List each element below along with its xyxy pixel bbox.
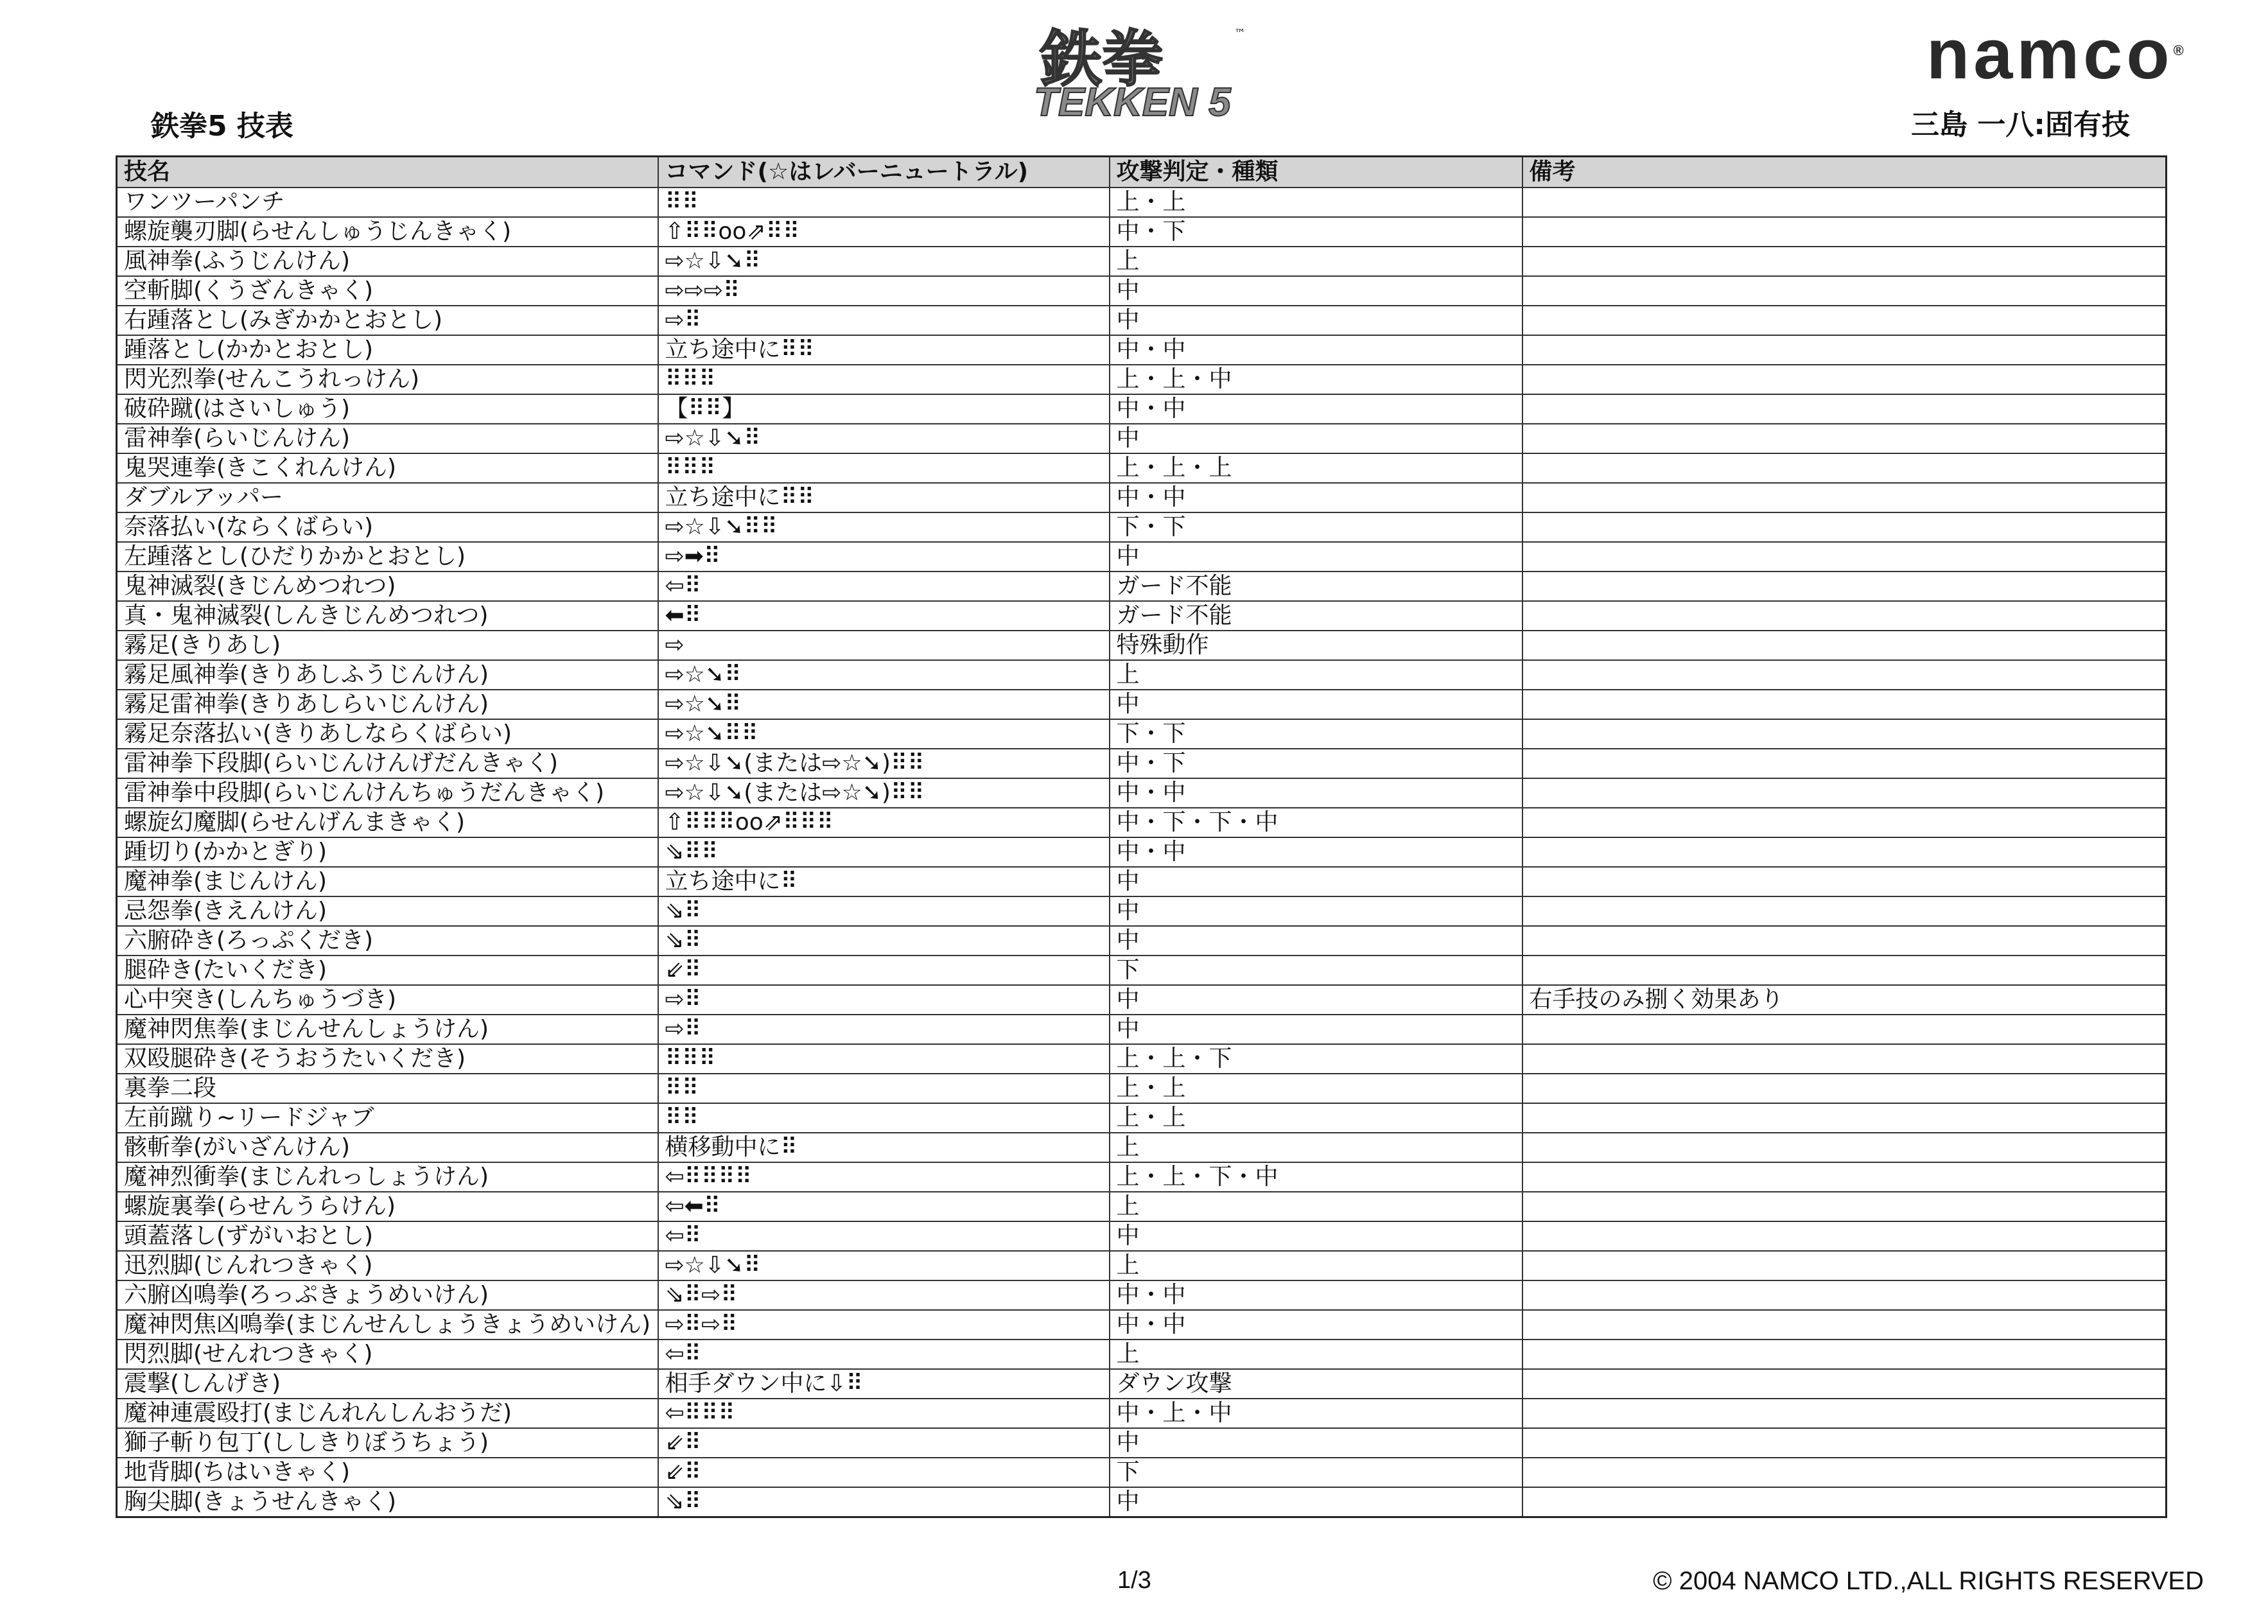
table-row xyxy=(117,542,2167,572)
move-name-cell: 六腑砕き(ろっぷくだき) xyxy=(117,926,658,956)
hit-type-cell: 特殊動作 xyxy=(1110,631,1522,660)
table-row xyxy=(117,719,2167,749)
table-row xyxy=(117,690,2167,719)
table-row xyxy=(117,926,2167,956)
table-row xyxy=(117,1280,2167,1310)
note-cell xyxy=(1522,926,2167,956)
move-name-cell: 螺旋裏拳(らせんうらけん) xyxy=(117,1192,658,1221)
move-name-cell: 風神拳(ふうじんけん) xyxy=(117,247,658,276)
move-list-table xyxy=(116,155,2167,1518)
hit-type-cell: 中 xyxy=(1110,985,1522,1015)
note-cell xyxy=(1522,896,2167,926)
command-cell: ⇙⠿ xyxy=(658,1458,1110,1487)
hit-type-cell: 中 xyxy=(1110,926,1522,956)
note-cell xyxy=(1522,660,2167,690)
table-row xyxy=(117,335,2167,365)
move-name-cell: 腿砕き(たいくだき) xyxy=(117,956,658,985)
hit-type-cell: 上・上・上 xyxy=(1110,453,1522,483)
namco-logo xyxy=(1926,15,2241,94)
hit-type-cell: 中 xyxy=(1110,1487,1522,1517)
table-row xyxy=(117,247,2167,276)
move-name-cell: 奈落払い(ならくばらい) xyxy=(117,512,658,542)
hit-type-cell: 中 xyxy=(1110,896,1522,926)
table-row xyxy=(117,896,2167,926)
note-cell xyxy=(1522,1103,2167,1133)
note-cell xyxy=(1522,1251,2167,1280)
table-row xyxy=(117,1015,2167,1044)
command-cell: ⇘⠿ xyxy=(658,1487,1110,1517)
tekken-logo-kanji: 鉄拳 xyxy=(1040,22,1164,95)
move-name-cell: 左踵落とし(ひだりかかとおとし) xyxy=(117,542,658,572)
command-cell: ⇨☆⇩➘⠿ xyxy=(658,424,1110,453)
copyright-notice: © 2004 NAMCO LTD.,ALL RIGHTS RESERVED xyxy=(1653,1567,2204,1595)
table-row xyxy=(117,867,2167,896)
table-row xyxy=(117,1399,2167,1428)
column-header-command: コマンド(☆はレバーニュートラル) xyxy=(658,157,1110,188)
command-cell: ⇙⠿ xyxy=(658,956,1110,985)
move-name-cell: 霧足風神拳(きりあしふうじんけん) xyxy=(117,660,658,690)
hit-type-cell: 中 xyxy=(1110,542,1522,572)
hit-type-cell: 上 xyxy=(1110,660,1522,690)
note-cell xyxy=(1522,631,2167,660)
note-cell xyxy=(1522,1044,2167,1074)
table-row xyxy=(117,188,2167,217)
move-name-cell: 閃烈脚(せんれつきゃく) xyxy=(117,1340,658,1369)
table-row xyxy=(117,601,2167,631)
move-name-cell: 右踵落とし(みぎかかとおとし) xyxy=(117,306,658,335)
move-name-cell: 震撃(しんげき) xyxy=(117,1369,658,1399)
hit-type-cell: 下 xyxy=(1110,1458,1522,1487)
move-name-cell: 魔神連震殴打(まじんれんしんおうだ) xyxy=(117,1399,658,1428)
table-row xyxy=(117,483,2167,512)
hit-type-cell: 中・中 xyxy=(1110,483,1522,512)
table-row xyxy=(117,1340,2167,1369)
note-cell xyxy=(1522,1221,2167,1251)
hit-type-cell: 中・上・中 xyxy=(1110,1399,1522,1428)
hit-type-cell: 中 xyxy=(1110,867,1522,896)
note-cell xyxy=(1522,778,2167,808)
table-row xyxy=(117,365,2167,394)
command-cell: ⇨⠿ xyxy=(658,985,1110,1015)
note-cell xyxy=(1522,542,2167,572)
table-row xyxy=(117,1074,2167,1103)
command-cell: 横移動中に⠿ xyxy=(658,1133,1110,1162)
table-row xyxy=(117,956,2167,985)
hit-type-cell: 上・上 xyxy=(1110,188,1522,217)
table-row xyxy=(117,276,2167,306)
table-row xyxy=(117,631,2167,660)
hit-type-cell: 上 xyxy=(1110,1133,1522,1162)
command-cell: ⠿⠿ xyxy=(658,188,1110,217)
command-cell: ⇘⠿⇨⠿ xyxy=(658,1280,1110,1310)
command-cell: ⇧⠿⠿oo⇗⠿⠿ xyxy=(658,217,1110,247)
note-cell xyxy=(1522,1015,2167,1044)
hit-type-cell: 中 xyxy=(1110,1221,1522,1251)
move-name-cell: 心中突き(しんちゅうづき) xyxy=(117,985,658,1015)
command-cell: ⇨☆⇩➘⠿ xyxy=(658,1251,1110,1280)
table-row xyxy=(117,1251,2167,1280)
table-row xyxy=(117,306,2167,335)
command-cell: ⇨☆➘⠿⠿ xyxy=(658,719,1110,749)
column-header-notes: 備考 xyxy=(1522,157,2167,188)
command-cell: ⇧⠿⠿⠿oo⇗⠿⠿⠿ xyxy=(658,808,1110,837)
note-cell xyxy=(1522,1340,2167,1369)
note-cell xyxy=(1522,276,2167,306)
hit-type-cell: 上・上 xyxy=(1110,1103,1522,1133)
move-name-cell: 獅子斬り包丁(ししきりぼうちょう) xyxy=(117,1428,658,1458)
table-row xyxy=(117,837,2167,867)
note-cell xyxy=(1522,1074,2167,1103)
move-name-cell: 頭蓋落し(ずがいおとし) xyxy=(117,1221,658,1251)
table-row xyxy=(117,1369,2167,1399)
move-name-cell: 踵落とし(かかとおとし) xyxy=(117,335,658,365)
move-name-cell: 鬼哭連拳(きこくれんけん) xyxy=(117,453,658,483)
table-row xyxy=(117,1458,2167,1487)
note-cell xyxy=(1522,306,2167,335)
command-cell: ⇨☆➘⠿ xyxy=(658,690,1110,719)
note-cell xyxy=(1522,512,2167,542)
table-row xyxy=(117,749,2167,778)
move-name-cell: 雷神拳(らいじんけん) xyxy=(117,424,658,453)
command-cell: 立ち途中に⠿⠿ xyxy=(658,335,1110,365)
note-cell xyxy=(1522,1458,2167,1487)
hit-type-cell: 上・上・中 xyxy=(1110,365,1522,394)
hit-type-cell: 中・中 xyxy=(1110,1280,1522,1310)
command-cell: ⇨☆⇩➘(または⇨☆➘)⠿⠿ xyxy=(658,749,1110,778)
table-row xyxy=(117,808,2167,837)
note-cell xyxy=(1522,335,2167,365)
command-cell: 立ち途中に⠿⠿ xyxy=(658,483,1110,512)
move-name-cell: 左前蹴り~リードジャブ xyxy=(117,1103,658,1133)
column-header-move-name: 技名 xyxy=(117,157,658,188)
command-cell: ⇨⠿ xyxy=(658,1015,1110,1044)
move-name-cell: 裏拳二段 xyxy=(117,1074,658,1103)
note-cell xyxy=(1522,956,2167,985)
note-cell xyxy=(1522,453,2167,483)
note-cell xyxy=(1522,1133,2167,1162)
hit-type-cell: 中・中 xyxy=(1110,837,1522,867)
note-cell xyxy=(1522,1428,2167,1458)
hit-type-cell: 中 xyxy=(1110,690,1522,719)
table-row xyxy=(117,1162,2167,1192)
command-cell: ⇙⠿ xyxy=(658,1428,1110,1458)
move-name-cell: 霧足(きりあし) xyxy=(117,631,658,660)
hit-type-cell: 上・上 xyxy=(1110,1074,1522,1103)
hit-type-cell: ダウン攻撃 xyxy=(1110,1369,1522,1399)
command-cell: ⠿⠿ xyxy=(658,1074,1110,1103)
column-header-hit-type: 攻撃判定・種類 xyxy=(1110,157,1522,188)
hit-type-cell: 上 xyxy=(1110,1251,1522,1280)
note-cell xyxy=(1522,217,2167,247)
command-cell: ⇨☆⇩➘⠿⠿ xyxy=(658,512,1110,542)
table-row xyxy=(117,778,2167,808)
command-cell: ⠿⠿⠿ xyxy=(658,453,1110,483)
move-name-cell: 忌怨拳(きえんけん) xyxy=(117,896,658,926)
move-name-cell: 踵切り(かかとぎり) xyxy=(117,837,658,867)
hit-type-cell: ガード不能 xyxy=(1110,601,1522,631)
command-cell: ⇨⠿ xyxy=(658,306,1110,335)
note-cell: 右手技のみ捌く効果あり xyxy=(1522,985,2167,1015)
table-row xyxy=(117,394,2167,424)
command-cell: ⠿⠿⠿ xyxy=(658,365,1110,394)
table-row xyxy=(117,985,2167,1015)
move-name-cell: 地背脚(ちはいきゃく) xyxy=(117,1458,658,1487)
table-row xyxy=(117,424,2167,453)
hit-type-cell: 中・下・下・中 xyxy=(1110,808,1522,837)
table-row xyxy=(117,1192,2167,1221)
hit-type-cell: 中 xyxy=(1110,424,1522,453)
move-name-cell: 螺旋幻魔脚(らせんげんまきゃく) xyxy=(117,808,658,837)
command-cell: ⇨⠿⇨⠿ xyxy=(658,1310,1110,1340)
character-title: 三島 一八:固有技 xyxy=(1911,109,2130,141)
namco-logo-text: namco xyxy=(1926,15,2174,94)
command-cell: ⇨☆➘⠿ xyxy=(658,660,1110,690)
table-row xyxy=(117,1103,2167,1133)
command-cell: ⇦⬅⠿ xyxy=(658,1192,1110,1221)
table-row xyxy=(117,660,2167,690)
note-cell xyxy=(1522,1280,2167,1310)
hit-type-cell: 中・中 xyxy=(1110,394,1522,424)
command-cell: 【⠿⠿】 xyxy=(658,394,1110,424)
hit-type-cell: ガード不能 xyxy=(1110,572,1522,601)
command-cell: ⇦⠿ xyxy=(658,1340,1110,1369)
trademark-mark: ™ xyxy=(1234,27,1246,40)
table-row xyxy=(117,1044,2167,1074)
move-name-cell: 双殴腿砕き(そうおうたいくだき) xyxy=(117,1044,658,1074)
hit-type-cell: 中 xyxy=(1110,306,1522,335)
move-name-cell: 螺旋襲刃脚(らせんしゅうじんきゃく) xyxy=(117,217,658,247)
table-row xyxy=(117,1221,2167,1251)
move-name-cell: 六腑凶鳴拳(ろっぷきょうめいけん) xyxy=(117,1280,658,1310)
table-row xyxy=(117,512,2167,542)
command-cell: ⇨☆⇩➘(または⇨☆➘)⠿⠿ xyxy=(658,778,1110,808)
document-title: 鉄拳5 技表 xyxy=(151,110,293,143)
move-name-cell: 魔神閃焦拳(まじんせんしょうけん) xyxy=(117,1015,658,1044)
table-row xyxy=(117,217,2167,247)
note-cell xyxy=(1522,1162,2167,1192)
command-cell: ⇨ xyxy=(658,631,1110,660)
hit-type-cell: 中・下 xyxy=(1110,217,1522,247)
move-name-cell: 骸斬拳(がいざんけん) xyxy=(117,1133,658,1162)
hit-type-cell: 下・下 xyxy=(1110,719,1522,749)
command-cell: 相手ダウン中に⇩⠿ xyxy=(658,1369,1110,1399)
move-name-cell: 破砕蹴(はさいしゅう) xyxy=(117,394,658,424)
command-cell: ⇘⠿⠿ xyxy=(658,837,1110,867)
table-row xyxy=(117,1310,2167,1340)
command-cell: ⇦⠿ xyxy=(658,572,1110,601)
move-name-cell: 迅烈脚(じんれつきゃく) xyxy=(117,1251,658,1280)
note-cell xyxy=(1522,1399,2167,1428)
note-cell xyxy=(1522,867,2167,896)
move-name-cell: 閃光烈拳(せんこうれっけん) xyxy=(117,365,658,394)
hit-type-cell: 上 xyxy=(1110,1340,1522,1369)
note-cell xyxy=(1522,1487,2167,1517)
hit-type-cell: 上・上・下・中 xyxy=(1110,1162,1522,1192)
tekken5-logo xyxy=(1008,19,1278,128)
move-name-cell: 胸尖脚(きょうせんきゃく) xyxy=(117,1487,658,1517)
note-cell xyxy=(1522,690,2167,719)
hit-type-cell: 中・中 xyxy=(1110,335,1522,365)
note-cell xyxy=(1522,719,2167,749)
move-name-cell: 魔神拳(まじんけん) xyxy=(117,867,658,896)
note-cell xyxy=(1522,837,2167,867)
move-name-cell: ダブルアッパー xyxy=(117,483,658,512)
table-row xyxy=(117,1487,2167,1517)
note-cell xyxy=(1522,483,2167,512)
page-number: 1/3 xyxy=(1117,1567,1151,1594)
move-name-cell: 霧足奈落払い(きりあしならくばらい) xyxy=(117,719,658,749)
move-name-cell: 霧足雷神拳(きりあしらいじんけん) xyxy=(117,690,658,719)
table-header-row xyxy=(117,157,2167,188)
tekken-logo-text: TEKKEN 5 xyxy=(1034,80,1231,125)
note-cell xyxy=(1522,365,2167,394)
note-cell xyxy=(1522,808,2167,837)
note-cell xyxy=(1522,572,2167,601)
move-name-cell: 魔神閃焦凶鳴拳(まじんせんしょうきょうめいけん) xyxy=(117,1310,658,1340)
command-cell: ⇦⠿ xyxy=(658,1221,1110,1251)
command-cell: ⬅⠿ xyxy=(658,601,1110,631)
command-cell: ⇘⠿ xyxy=(658,896,1110,926)
hit-type-cell: 下 xyxy=(1110,956,1522,985)
note-cell xyxy=(1522,394,2167,424)
command-cell: ⇨➡⠿ xyxy=(658,542,1110,572)
table-row xyxy=(117,572,2167,601)
move-name-cell: 雷神拳中段脚(らいじんけんちゅうだんきゃく) xyxy=(117,778,658,808)
note-cell xyxy=(1522,601,2167,631)
command-cell: ⠿⠿⠿ xyxy=(658,1044,1110,1074)
command-cell: ⇦⠿⠿⠿⠿ xyxy=(658,1162,1110,1192)
note-cell xyxy=(1522,188,2167,217)
hit-type-cell: 中 xyxy=(1110,276,1522,306)
hit-type-cell: 下・下 xyxy=(1110,512,1522,542)
hit-type-cell: 上 xyxy=(1110,247,1522,276)
move-name-cell: ワンツーパンチ xyxy=(117,188,658,217)
note-cell xyxy=(1522,247,2167,276)
hit-type-cell: 中 xyxy=(1110,1015,1522,1044)
command-cell: ⇨☆⇩➘⠿ xyxy=(658,247,1110,276)
note-cell xyxy=(1522,749,2167,778)
command-cell: 立ち途中に⠿ xyxy=(658,867,1110,896)
move-name-cell: 魔神烈衝拳(まじんれっしょうけん) xyxy=(117,1162,658,1192)
hit-type-cell: 中・下 xyxy=(1110,749,1522,778)
table-row xyxy=(117,453,2167,483)
hit-type-cell: 中・中 xyxy=(1110,778,1522,808)
hit-type-cell: 上・上・下 xyxy=(1110,1044,1522,1074)
command-cell: ⇨⇨⇨⠿ xyxy=(658,276,1110,306)
command-cell: ⇘⠿ xyxy=(658,926,1110,956)
hit-type-cell: 中・中 xyxy=(1110,1310,1522,1340)
table-row xyxy=(117,1428,2167,1458)
note-cell xyxy=(1522,1192,2167,1221)
registered-mark: ® xyxy=(2173,42,2188,58)
note-cell xyxy=(1522,1369,2167,1399)
command-cell: ⇦⠿⠿⠿ xyxy=(658,1399,1110,1428)
table-row xyxy=(117,1133,2167,1162)
note-cell xyxy=(1522,1310,2167,1340)
note-cell xyxy=(1522,424,2167,453)
move-name-cell: 鬼神滅裂(きじんめつれつ) xyxy=(117,572,658,601)
move-name-cell: 空斬脚(くうざんきゃく) xyxy=(117,276,658,306)
hit-type-cell: 中 xyxy=(1110,1428,1522,1458)
hit-type-cell: 上 xyxy=(1110,1192,1522,1221)
move-name-cell: 雷神拳下段脚(らいじんけんげだんきゃく) xyxy=(117,749,658,778)
move-name-cell: 真・鬼神滅裂(しんきじんめつれつ) xyxy=(117,601,658,631)
command-cell: ⠿⠿ xyxy=(658,1103,1110,1133)
